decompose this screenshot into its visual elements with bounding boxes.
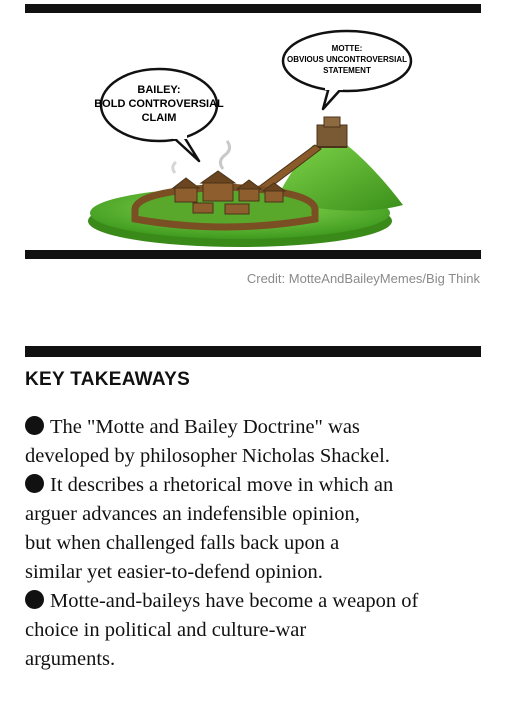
takeaway-item-2 [25, 471, 505, 587]
bullet-dot-icon [25, 474, 44, 493]
motte-and-bailey-illustration [25, 13, 481, 251]
top-rule [25, 4, 481, 13]
bullet-dot-icon [25, 590, 44, 609]
motte-line-3: STATEMENT [323, 66, 371, 75]
takeaways-rule [25, 346, 481, 357]
takeaway-3-line-3: arguments. [25, 648, 116, 670]
bullet-dot-icon [25, 416, 44, 435]
takeaway-3-line-2: choice in political and culture-war [25, 619, 307, 641]
takeaway-item-1 [25, 413, 505, 471]
motte-speech-bubble [283, 31, 411, 109]
bailey-line-1: BAILEY: [137, 84, 181, 96]
takeaway-2-line-1: It describes a rhetorical move in which an [50, 474, 394, 496]
takeaway-1-line-1: The "Motte and Bailey Doctrine" was [50, 416, 360, 438]
takeaway-1-line-2: developed by philosopher Nicholas Shackel. [25, 445, 390, 467]
motte-line-2: OBVIOUS UNCONTROVERSIAL [286, 55, 408, 64]
image-credit: Credit: MotteAndBaileyMemes/Big Think [246, 271, 480, 286]
takeaway-2-line-2: arguer advances an indefensible opinion, [25, 503, 360, 525]
image-bottom-rule [25, 250, 481, 259]
motte-line-1: MOTTE: [331, 44, 363, 53]
motte-tower [324, 117, 340, 127]
key-takeaways-heading: KEY TAKEAWAYS [25, 369, 191, 390]
takeaway-2-line-4: similar yet easier-to-defend opinion. [25, 561, 323, 583]
bailey-line-3: CLAIM [141, 112, 177, 124]
takeaway-2-line-3: but when challenged falls back upon a [25, 532, 340, 554]
takeaway-3-line-1: Motte-and-baileys have become a weapon of [50, 590, 419, 612]
key-takeaways-list [25, 413, 505, 674]
bailey-speech-bubble [94, 69, 224, 161]
bailey-line-2: BOLD CONTROVERSIAL [94, 98, 224, 110]
takeaway-item-3 [25, 587, 505, 674]
motte-keep [317, 125, 347, 147]
